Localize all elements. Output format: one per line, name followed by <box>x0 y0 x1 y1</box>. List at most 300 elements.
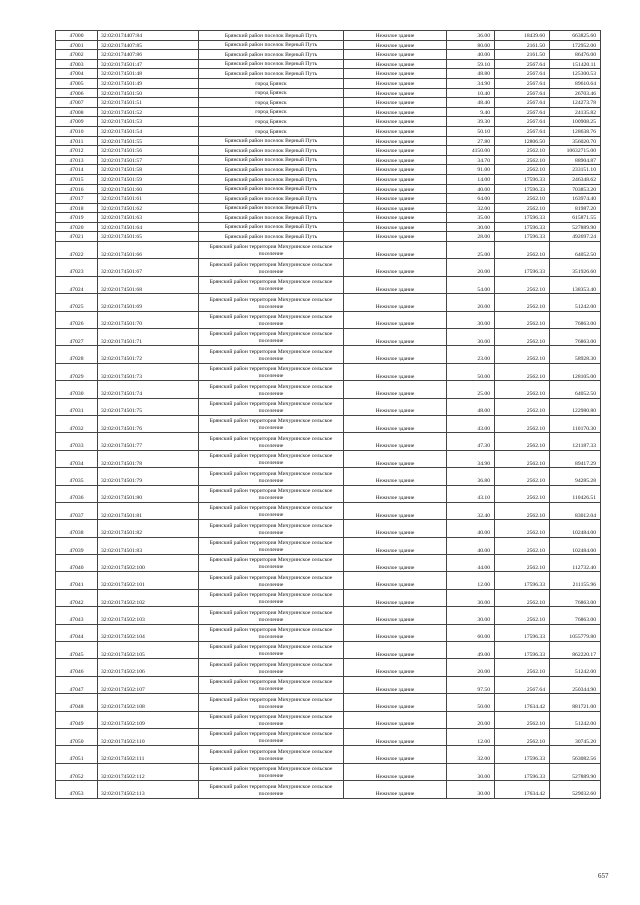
cell-address: Брянский район поселок Верный Путь <box>199 69 344 79</box>
cell-cadastral-value: 527889.90 <box>550 222 601 232</box>
cell-object-type: Нежилое здание <box>344 485 447 502</box>
cell-row-number: 47006 <box>56 88 98 98</box>
cell-cadastral-number: 32:02:0174501:50 <box>98 88 199 98</box>
cell-cadastral-number: 32:02:0174501:73 <box>98 363 199 380</box>
cell-address: Брянский район территория Мичуринское сельское поселение <box>199 607 344 624</box>
cell-object-type: Нежилое здание <box>344 78 447 88</box>
cell-cadastral-number: 32:02:0174502:108 <box>98 694 199 711</box>
cell-area: 40.00 <box>447 537 495 554</box>
cell-object-type: Нежилое здание <box>344 98 447 108</box>
cell-area: 47.30 <box>447 433 495 450</box>
cell-cadastral-number: 32:02:0174502:107 <box>98 676 199 693</box>
cell-cadastral-value: 138353.40 <box>550 276 601 293</box>
cell-row-number: 47045 <box>56 642 98 659</box>
cell-specific-value: 2562.10 <box>495 450 550 467</box>
table-row <box>56 232 601 242</box>
cell-cadastral-number: 32:02:0174501:57 <box>98 155 199 165</box>
cell-cadastral-value: 89417.29 <box>550 450 601 467</box>
cell-specific-value: 2567.64 <box>495 59 550 69</box>
cell-specific-value: 2567.64 <box>495 117 550 127</box>
cell-specific-value: 12806.50 <box>495 136 550 146</box>
cell-address: Брянский район территория Мичуринское сельское поселение <box>199 781 344 798</box>
cell-specific-value: 2161.50 <box>495 50 550 60</box>
cell-address: Брянский район территория Мичуринское сельское поселение <box>199 381 344 398</box>
cell-specific-value: 17596.33 <box>495 259 550 276</box>
cell-area: 30.00 <box>447 607 495 624</box>
cell-row-number: 47004 <box>56 69 98 79</box>
cell-specific-value: 2562.10 <box>495 294 550 311</box>
cell-row-number: 47024 <box>56 276 98 293</box>
table-row <box>56 117 601 127</box>
cell-area: 50.00 <box>447 363 495 380</box>
cell-cadastral-number: 32:02:0174501:53 <box>98 117 199 127</box>
cell-cadastral-number: 32:02:0174501:75 <box>98 398 199 415</box>
cell-area: 50.00 <box>447 694 495 711</box>
cell-object-type: Нежилое здание <box>344 381 447 398</box>
cell-cadastral-number: 32:02:0174501:81 <box>98 502 199 519</box>
cell-specific-value: 2562.10 <box>495 203 550 213</box>
cell-cadastral-value: 86476.00 <box>550 50 601 60</box>
cell-row-number: 47003 <box>56 59 98 69</box>
table-row <box>56 165 601 175</box>
cell-row-number: 47009 <box>56 117 98 127</box>
cell-address: город Брянск <box>199 117 344 127</box>
cell-specific-value: 17634.42 <box>495 781 550 798</box>
cell-specific-value: 2562.10 <box>495 555 550 572</box>
cell-row-number: 47012 <box>56 146 98 156</box>
cell-cadastral-number: 32:02:0174502:103 <box>98 607 199 624</box>
cell-address: Брянский район территория Мичуринское сельское поселение <box>199 311 344 328</box>
table-body <box>56 31 601 799</box>
cell-area: 40.00 <box>447 184 495 194</box>
cell-cadastral-number: 32:02:0174501:55 <box>98 136 199 146</box>
cell-cadastral-value: 100908.25 <box>550 117 601 127</box>
table-row <box>56 146 601 156</box>
cell-cadastral-value: 110426.51 <box>550 485 601 502</box>
cell-object-type: Нежилое здание <box>344 329 447 346</box>
cell-cadastral-number: 32:02:0174502:101 <box>98 572 199 589</box>
cell-area: 20.00 <box>447 294 495 311</box>
cell-object-type: Нежилое здание <box>344 117 447 127</box>
cell-row-number: 47014 <box>56 165 98 175</box>
cell-address: Брянский район территория Мичуринское сельское поселение <box>199 537 344 554</box>
cell-address: Брянский район поселок Верный Путь <box>199 213 344 223</box>
table-row <box>56 763 601 780</box>
cell-cadastral-number: 32:02:0174501:65 <box>98 232 199 242</box>
cell-area: 30.00 <box>447 781 495 798</box>
cell-area: 30.00 <box>447 763 495 780</box>
cell-area: 20.00 <box>447 259 495 276</box>
cell-area: 32.40 <box>447 502 495 519</box>
cell-cadastral-value: 151420.11 <box>550 59 601 69</box>
cell-row-number: 47037 <box>56 502 98 519</box>
cell-specific-value: 17596.33 <box>495 174 550 184</box>
cell-address: Брянский район территория Мичуринское сельское поселение <box>199 589 344 606</box>
cell-object-type: Нежилое здание <box>344 624 447 641</box>
cell-specific-value: 17596.33 <box>495 624 550 641</box>
cell-address: Брянский район поселок Верный Путь <box>199 165 344 175</box>
cell-object-type: Нежилое здание <box>344 174 447 184</box>
table-row <box>56 607 601 624</box>
cell-specific-value: 2562.10 <box>495 729 550 746</box>
cell-address: Брянский район поселок Верный Путь <box>199 203 344 213</box>
cell-cadastral-value: 76863.00 <box>550 589 601 606</box>
cell-cadastral-number: 32:02:0174501:79 <box>98 468 199 485</box>
table-row <box>56 468 601 485</box>
cell-row-number: 47033 <box>56 433 98 450</box>
cell-cadastral-value: 89610.64 <box>550 78 601 88</box>
cell-row-number: 47005 <box>56 78 98 88</box>
table-row <box>56 555 601 572</box>
cell-cadastral-value: 163974.40 <box>550 194 601 204</box>
cell-cadastral-number: 32:02:0174501:56 <box>98 146 199 156</box>
cell-address: Брянский район поселок Верный Путь <box>199 31 344 41</box>
cell-address: Брянский район территория Мичуринское сельское поселение <box>199 468 344 485</box>
cell-cadastral-number: 32:02:0174501:64 <box>98 222 199 232</box>
cell-specific-value: 2161.50 <box>495 40 550 50</box>
cell-area: 32.00 <box>447 746 495 763</box>
table-row <box>56 537 601 554</box>
cell-specific-value: 2567.64 <box>495 126 550 136</box>
table-row <box>56 259 601 276</box>
cell-object-type: Нежилое здание <box>344 642 447 659</box>
table-row <box>56 381 601 398</box>
cell-cadastral-value: 881721.00 <box>550 694 601 711</box>
cell-cadastral-value: 128638.76 <box>550 126 601 136</box>
cell-row-number: 47010 <box>56 126 98 136</box>
table-row <box>56 711 601 728</box>
cell-area: 97.50 <box>447 676 495 693</box>
cell-object-type: Нежилое здание <box>344 31 447 41</box>
cell-area: 30.00 <box>447 329 495 346</box>
table-row <box>56 213 601 223</box>
cell-object-type: Нежилое здание <box>344 363 447 380</box>
table-row <box>56 450 601 467</box>
cell-cadastral-value: 615871.55 <box>550 213 601 223</box>
cell-address: Брянский район поселок Верный Путь <box>199 136 344 146</box>
cell-cadastral-value: 30745.20 <box>550 729 601 746</box>
cell-object-type: Нежилое здание <box>344 259 447 276</box>
cell-address: Брянский район территория Мичуринское сельское поселение <box>199 763 344 780</box>
cell-object-type: Нежилое здание <box>344 107 447 117</box>
cell-cadastral-number: 32:02:0174501:74 <box>98 381 199 398</box>
cell-row-number: 47051 <box>56 746 98 763</box>
cell-address: Брянский район поселок Верный Путь <box>199 40 344 50</box>
table-row <box>56 59 601 69</box>
cell-specific-value: 2562.10 <box>495 146 550 156</box>
cell-cadastral-value: 110170.30 <box>550 415 601 432</box>
cell-address: Брянский район поселок Верный Путь <box>199 194 344 204</box>
cell-object-type: Нежилое здание <box>344 213 447 223</box>
cell-row-number: 47032 <box>56 415 98 432</box>
cell-object-type: Нежилое здание <box>344 146 447 156</box>
table-row <box>56 69 601 79</box>
cell-area: 44.00 <box>447 555 495 572</box>
cell-cadastral-number: 32:02:0174502:109 <box>98 711 199 728</box>
table-row <box>56 31 601 41</box>
cell-object-type: Нежилое здание <box>344 433 447 450</box>
cell-specific-value: 2562.10 <box>495 381 550 398</box>
cell-specific-value: 17596.33 <box>495 642 550 659</box>
cell-cadastral-number: 32:02:0174502:113 <box>98 781 199 798</box>
cell-address: город Брянск <box>199 88 344 98</box>
cell-cadastral-number: 32:02:0174501:63 <box>98 213 199 223</box>
cell-area: 91.00 <box>447 165 495 175</box>
cell-specific-value: 2567.64 <box>495 676 550 693</box>
cell-row-number: 47050 <box>56 729 98 746</box>
cell-row-number: 47030 <box>56 381 98 398</box>
table-row <box>56 624 601 641</box>
cell-object-type: Нежилое здание <box>344 781 447 798</box>
cell-specific-value: 2562.10 <box>495 520 550 537</box>
cell-cadastral-number: 32:02:0174501:60 <box>98 184 199 194</box>
cell-address: Брянский район территория Мичуринское сельское поселение <box>199 520 344 537</box>
cell-object-type: Нежилое здание <box>344 69 447 79</box>
cell-specific-value: 2567.64 <box>495 98 550 108</box>
cell-cadastral-number: 32:02:0174501:62 <box>98 203 199 213</box>
cell-area: 48.40 <box>447 98 495 108</box>
cell-cadastral-number: 32:02:0174501:61 <box>98 194 199 204</box>
cell-address: Брянский район территория Мичуринское сельское поселение <box>199 294 344 311</box>
cell-cadastral-value: 64052.50 <box>550 381 601 398</box>
cell-cadastral-number: 32:02:0174501:58 <box>98 165 199 175</box>
cell-cadastral-value: 124273.78 <box>550 98 601 108</box>
cell-cadastral-number: 32:02:0174501:47 <box>98 59 199 69</box>
cell-cadastral-value: 529032.60 <box>550 781 601 798</box>
cell-cadastral-value: 125300.53 <box>550 69 601 79</box>
table-row <box>56 329 601 346</box>
cell-object-type: Нежилое здание <box>344 311 447 328</box>
table-row <box>56 294 601 311</box>
table-row <box>56 642 601 659</box>
cell-specific-value: 2562.10 <box>495 607 550 624</box>
cell-address: Брянский район поселок Верный Путь <box>199 232 344 242</box>
table-row <box>56 363 601 380</box>
cell-specific-value: 2562.10 <box>495 502 550 519</box>
cell-address: Брянский район территория Мичуринское сельское поселение <box>199 433 344 450</box>
cadastral-table <box>55 30 601 799</box>
table-row <box>56 346 601 363</box>
cell-address: Брянский район поселок Верный Путь <box>199 146 344 156</box>
cell-object-type: Нежилое здание <box>344 659 447 676</box>
table-row <box>56 276 601 293</box>
cell-object-type: Нежилое здание <box>344 126 447 136</box>
cell-cadastral-value: 351926.60 <box>550 259 601 276</box>
cell-object-type: Нежилое здание <box>344 537 447 554</box>
document-sheet <box>55 30 600 799</box>
cell-cadastral-value: 246348.62 <box>550 174 601 184</box>
cell-specific-value: 17596.33 <box>495 572 550 589</box>
cell-object-type: Нежилое здание <box>344 232 447 242</box>
cell-cadastral-number: 32:02:0174501:76 <box>98 415 199 432</box>
cell-area: 43.00 <box>447 415 495 432</box>
cell-cadastral-number: 32:02:0174501:69 <box>98 294 199 311</box>
cell-area: 39.30 <box>447 117 495 127</box>
cell-cadastral-value: 94285.28 <box>550 468 601 485</box>
cell-area: 10.40 <box>447 88 495 98</box>
cell-cadastral-number: 32:02:0174407:86 <box>98 50 199 60</box>
cell-cadastral-value: 102484.00 <box>550 520 601 537</box>
cell-area: 60.00 <box>447 624 495 641</box>
cell-cadastral-value: 51242.00 <box>550 294 601 311</box>
cell-area: 40.00 <box>447 50 495 60</box>
cell-cadastral-value: 211155.96 <box>550 572 601 589</box>
cell-cadastral-value: 112732.40 <box>550 555 601 572</box>
cell-cadastral-number: 32:02:0174501:67 <box>98 259 199 276</box>
cell-area: 34.90 <box>447 78 495 88</box>
cell-object-type: Нежилое здание <box>344 555 447 572</box>
cell-object-type: Нежилое здание <box>344 572 447 589</box>
cell-area: 48.00 <box>447 398 495 415</box>
cell-area: 32.00 <box>447 203 495 213</box>
cell-row-number: 47031 <box>56 398 98 415</box>
cell-area: 20.00 <box>447 659 495 676</box>
cell-cadastral-value: 51242.00 <box>550 711 601 728</box>
cell-area: 14.00 <box>447 174 495 184</box>
cell-cadastral-value: 88904.87 <box>550 155 601 165</box>
cell-row-number: 47042 <box>56 589 98 606</box>
cell-specific-value: 2562.10 <box>495 346 550 363</box>
cell-address: Брянский район территория Мичуринское сельское поселение <box>199 642 344 659</box>
cell-area: 48.80 <box>447 69 495 79</box>
table-row <box>56 572 601 589</box>
cell-area: 30.00 <box>447 589 495 606</box>
cell-specific-value: 2562.10 <box>495 485 550 502</box>
cell-specific-value: 17596.33 <box>495 222 550 232</box>
cell-cadastral-value: 862220.17 <box>550 642 601 659</box>
cell-row-number: 47016 <box>56 184 98 194</box>
cell-specific-value: 2562.10 <box>495 311 550 328</box>
cell-cadastral-number: 32:02:0174501:71 <box>98 329 199 346</box>
cell-cadastral-value: 356020.70 <box>550 136 601 146</box>
cell-row-number: 47023 <box>56 259 98 276</box>
cell-specific-value: 2562.10 <box>495 433 550 450</box>
cell-row-number: 47040 <box>56 555 98 572</box>
table-row <box>56 136 601 146</box>
cell-cadastral-value: 102484.00 <box>550 537 601 554</box>
cell-cadastral-value: 250344.90 <box>550 676 601 693</box>
cell-address: Брянский район территория Мичуринское сельское поселение <box>199 746 344 763</box>
table-row <box>56 433 601 450</box>
cell-row-number: 47038 <box>56 520 98 537</box>
cell-object-type: Нежилое здание <box>344 294 447 311</box>
table-row <box>56 729 601 746</box>
table-row <box>56 485 601 502</box>
table-row <box>56 194 601 204</box>
table-row <box>56 155 601 165</box>
cell-specific-value: 2562.10 <box>495 537 550 554</box>
cell-cadastral-number: 32:02:0174501:51 <box>98 98 199 108</box>
table-row <box>56 203 601 213</box>
cell-cadastral-value: 492697.24 <box>550 232 601 242</box>
cell-address: Брянский район территория Мичуринское сельское поселение <box>199 659 344 676</box>
cell-area: 25.00 <box>447 381 495 398</box>
cell-row-number: 47043 <box>56 607 98 624</box>
cell-address: Брянский район территория Мичуринское сельское поселение <box>199 363 344 380</box>
cell-row-number: 47046 <box>56 659 98 676</box>
cell-cadastral-number: 32:02:0174407:85 <box>98 40 199 50</box>
cell-cadastral-number: 32:02:0174501:70 <box>98 311 199 328</box>
cell-address: Брянский район территория Мичуринское сельское поселение <box>199 555 344 572</box>
cell-row-number: 47000 <box>56 31 98 41</box>
cell-specific-value: 17596.33 <box>495 213 550 223</box>
cell-cadastral-number: 32:02:0174501:83 <box>98 537 199 554</box>
cell-row-number: 47053 <box>56 781 98 798</box>
cell-specific-value: 2567.64 <box>495 69 550 79</box>
cell-address: Брянский район территория Мичуринское сельское поселение <box>199 242 344 259</box>
cell-cadastral-number: 32:02:0174501:72 <box>98 346 199 363</box>
cell-object-type: Нежилое здание <box>344 222 447 232</box>
cell-row-number: 47017 <box>56 194 98 204</box>
cell-specific-value: 2562.10 <box>495 276 550 293</box>
cell-area: 64.00 <box>447 194 495 204</box>
cell-cadastral-value: 663825.60 <box>550 31 601 41</box>
table-row <box>56 676 601 693</box>
cell-cadastral-number: 32:02:0174501:48 <box>98 69 199 79</box>
cell-object-type: Нежилое здание <box>344 676 447 693</box>
cell-address: Брянский район территория Мичуринское сельское поселение <box>199 711 344 728</box>
cell-cadastral-number: 32:02:0174502:104 <box>98 624 199 641</box>
cell-cadastral-number: 32:02:0174502:112 <box>98 763 199 780</box>
cell-cadastral-value: 76863.00 <box>550 311 601 328</box>
cell-cadastral-value: 81987.20 <box>550 203 601 213</box>
cell-row-number: 47015 <box>56 174 98 184</box>
cell-cadastral-number: 32:02:0174501:66 <box>98 242 199 259</box>
cell-cadastral-value: 24135.82 <box>550 107 601 117</box>
cell-cadastral-value: 51242.00 <box>550 659 601 676</box>
cell-row-number: 47025 <box>56 294 98 311</box>
cell-area: 35.00 <box>447 213 495 223</box>
cell-address: Брянский район территория Мичуринское сельское поселение <box>199 694 344 711</box>
table-row <box>56 520 601 537</box>
cell-address: Брянский район территория Мичуринское сельское поселение <box>199 259 344 276</box>
cell-cadastral-number: 32:02:0174502:110 <box>98 729 199 746</box>
table-row <box>56 174 601 184</box>
cell-object-type: Нежилое здание <box>344 763 447 780</box>
cell-address: Брянский район поселок Верный Путь <box>199 174 344 184</box>
cell-area: 20.00 <box>447 711 495 728</box>
cell-cadastral-number: 32:02:0174501:59 <box>98 174 199 184</box>
cell-specific-value: 18439.60 <box>495 31 550 41</box>
cell-area: 49.00 <box>447 642 495 659</box>
cell-object-type: Нежилое здание <box>344 88 447 98</box>
cell-row-number: 47041 <box>56 572 98 589</box>
table-row <box>56 311 601 328</box>
cell-address: город Брянск <box>199 78 344 88</box>
cell-row-number: 47011 <box>56 136 98 146</box>
cell-row-number: 47052 <box>56 763 98 780</box>
cell-address: Брянский район территория Мичуринское сельское поселение <box>199 572 344 589</box>
cell-row-number: 47001 <box>56 40 98 50</box>
cell-specific-value: 17596.33 <box>495 232 550 242</box>
cell-row-number: 47027 <box>56 329 98 346</box>
cell-cadastral-value: 121187.33 <box>550 433 601 450</box>
table-row <box>56 242 601 259</box>
cell-object-type: Нежилое здание <box>344 520 447 537</box>
cell-area: 80.00 <box>447 40 495 50</box>
table-row <box>56 415 601 432</box>
cell-specific-value: 2562.10 <box>495 589 550 606</box>
cell-row-number: 47029 <box>56 363 98 380</box>
cell-address: Брянский район поселок Верный Путь <box>199 50 344 60</box>
cell-object-type: Нежилое здание <box>344 607 447 624</box>
cell-row-number: 47007 <box>56 98 98 108</box>
cell-object-type: Нежилое здание <box>344 711 447 728</box>
cell-address: Брянский район территория Мичуринское сельское поселение <box>199 329 344 346</box>
cell-object-type: Нежилое здание <box>344 40 447 50</box>
cell-address: Брянский район поселок Верный Путь <box>199 222 344 232</box>
cell-area: 30.00 <box>447 311 495 328</box>
